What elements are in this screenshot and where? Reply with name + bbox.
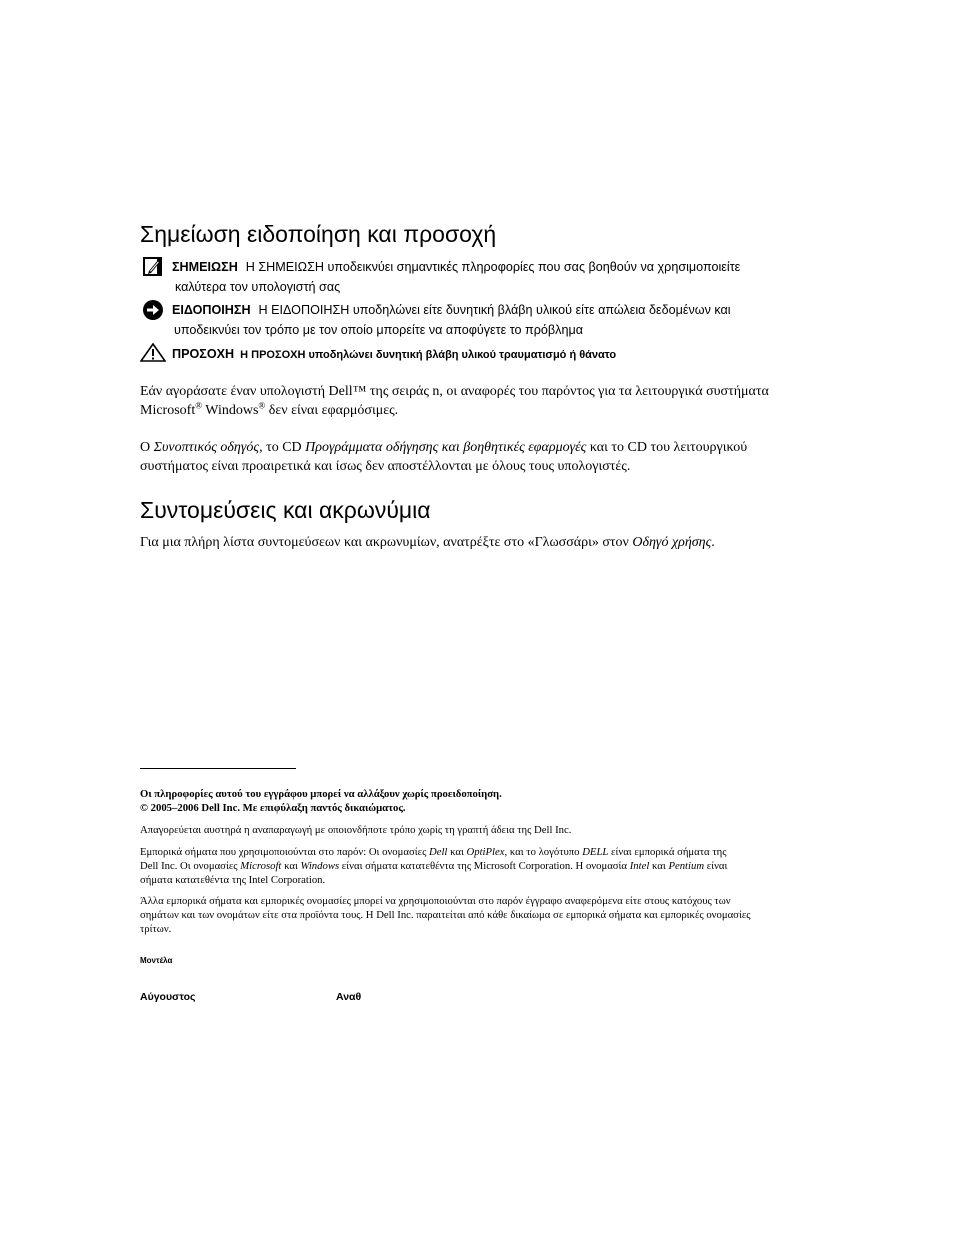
footer-line: σημάτων και των ονομάτων είτε στα προϊόντα τους. Η Dell Inc. παραιτείται από κάθε δικαίωμα σε εμπορικά σήματα και εμπορικές ονομασίες [140, 909, 751, 921]
date-month: Αύγουστος [140, 991, 196, 1003]
paragraph-text: και το CD του λειτουργικού [586, 440, 748, 455]
paragraph-text: Για μια πλήρη λίστα συντομεύσεων και ακρωνυμίων, ανατρέξτε στο «Γλωσσάρι» στον [140, 535, 633, 550]
footer-line [140, 859, 727, 873]
caution-text: Η ΠΡΟΣΟΧΗ υποδηλώνει δυνητική βλάβη υλικού τραυματισμό ή θάνατο [240, 349, 617, 361]
footer-text: Dell Inc. Οι ονομασίες [140, 860, 241, 872]
notice-label: ΕΙΔΟΠΟΙΗΣΗ [172, 303, 251, 317]
trademark-name: OptiPlex [466, 846, 505, 858]
paragraph-line [140, 438, 747, 457]
drivers-cd-title: Προγράμματα οδήγησης και βοηθητικές εφαρμογές [305, 440, 587, 455]
paragraph-line: Εάν αγοράσατε έναν υπολογιστή Dell™ της σειράς n, οι αναφορές του παρόντος για τα λειτουργικά συστήματα [140, 384, 769, 399]
footer-reproduction: Απαγορεύεται αυστηρά η αναπαραγωγή με οποιονδήποτε τρόπο χωρίς τη γραπτή άδεια της Dell Inc. [140, 824, 572, 836]
footer-line: τρίτων. [140, 923, 172, 935]
trademark-name: Intel [629, 860, 650, 872]
trademark-name: Dell [428, 846, 448, 858]
warning-triangle-icon [140, 343, 166, 362]
footer-legal [140, 787, 502, 815]
trademark-name: Pentium [668, 860, 705, 872]
footer-rule [140, 768, 296, 769]
section-heading-notes: Σημείωση ειδοποίηση και προσοχή [140, 221, 497, 247]
users-guide-title: Οδηγό χρήσης [632, 535, 712, 550]
paragraph-optional-media [140, 438, 747, 476]
footer-bold-line: Οι πληροφορίες αυτού του εγγράφου μπορεί να αλλάξουν χωρίς προειδοποίηση. [140, 788, 502, 800]
footer-text: είναι εμπορικά σήματα της [608, 846, 727, 858]
paragraph-text: , το CD [259, 440, 306, 455]
windows-text: Windows [202, 403, 259, 418]
note-text-line1: Η ΣΗΜΕΙΩΣΗ υποδεικνύει σημαντικές πληροφορίες που σας βοηθούν να χρησιμοποιείτε [245, 260, 741, 274]
footer-text: Εμπορικά σήματα που χρησιμοποιούνται στο παρόν: Οι ονομασίες [140, 846, 429, 858]
notice-text-line2: υποδεικνύει τον τρόπο με τον οποίο μπορείτε να αποφύγετε το πρόβλημα [174, 323, 583, 337]
footer-copyright: © 2005–2006 Dell Inc. Με επιφύλαξη παντός δικαιώματος. [140, 802, 406, 814]
paragraph-dell-n-series [140, 382, 769, 420]
paragraph-text: . [711, 535, 715, 550]
models-label: Μοντέλα [140, 956, 173, 965]
registered-mark: ® [258, 400, 266, 411]
footer-line: σήματα κατατεθέντα της Intel Corporation. [140, 874, 326, 886]
section-heading-abbreviations: Συντομεύσεις και ακρωνύμια [140, 497, 431, 523]
note-text-line2: καλύτερα τον υπολογιστή σας [175, 280, 341, 294]
note-block [172, 257, 740, 297]
footer-line [140, 845, 727, 859]
footer-text: και [649, 860, 669, 872]
note-label: ΣΗΜΕΙΩΣΗ [172, 260, 238, 274]
caution-label: ΠΡΟΣΟΧΗ [172, 347, 235, 361]
trademark-name: Microsoft [240, 860, 282, 872]
paragraph-line [140, 401, 769, 420]
registered-mark: ® [195, 400, 203, 411]
footer-text: είναι σήματα κατατεθέντα της Microsoft Corporation. Η ονομασία [339, 860, 630, 872]
footer-trademarks [140, 845, 727, 887]
footer-text: , και το λογότυπο [504, 846, 583, 858]
notice-arrow-icon [143, 300, 163, 320]
caution-block [172, 344, 616, 365]
footer-line: Άλλα εμπορικά σήματα και εμπορικές ονομασίες μπορεί να χρησιμοποιούνται στο παρόν έγγραφο αναφερόμενα είτε στους κατόχους των [140, 895, 731, 907]
notice-block [172, 300, 731, 340]
paragraph-text: δεν είναι εφαρμόσιμες. [265, 403, 399, 418]
paragraph-line: συστήματος είναι προαιρετικά και ίσως δεν αποστέλλονται με όλους τους υπολογιστές. [140, 459, 631, 474]
footer-other-trademarks [140, 894, 751, 936]
trademark-name: Windows [300, 860, 340, 872]
footer-text: και [447, 846, 467, 858]
revision-label: Αναθ [336, 991, 362, 1003]
microsoft-text: Microsoft [140, 403, 196, 418]
notice-text-line1: Η ΕΙΔΟΠΟΙΗΣΗ υποδηλώνει είτε δυνητική βλάβη υλικού είτε απώλεια δεδομένων και [258, 303, 731, 317]
footer-text: είναι [704, 860, 728, 872]
quick-guide-title: Συνοπτικός οδηγός [153, 440, 260, 455]
footer-text: και [281, 860, 301, 872]
pencil-note-icon [143, 257, 162, 276]
paragraph-glossary [140, 533, 715, 552]
paragraph-text: Ο [140, 440, 154, 455]
trademark-name: DELL [582, 846, 609, 858]
